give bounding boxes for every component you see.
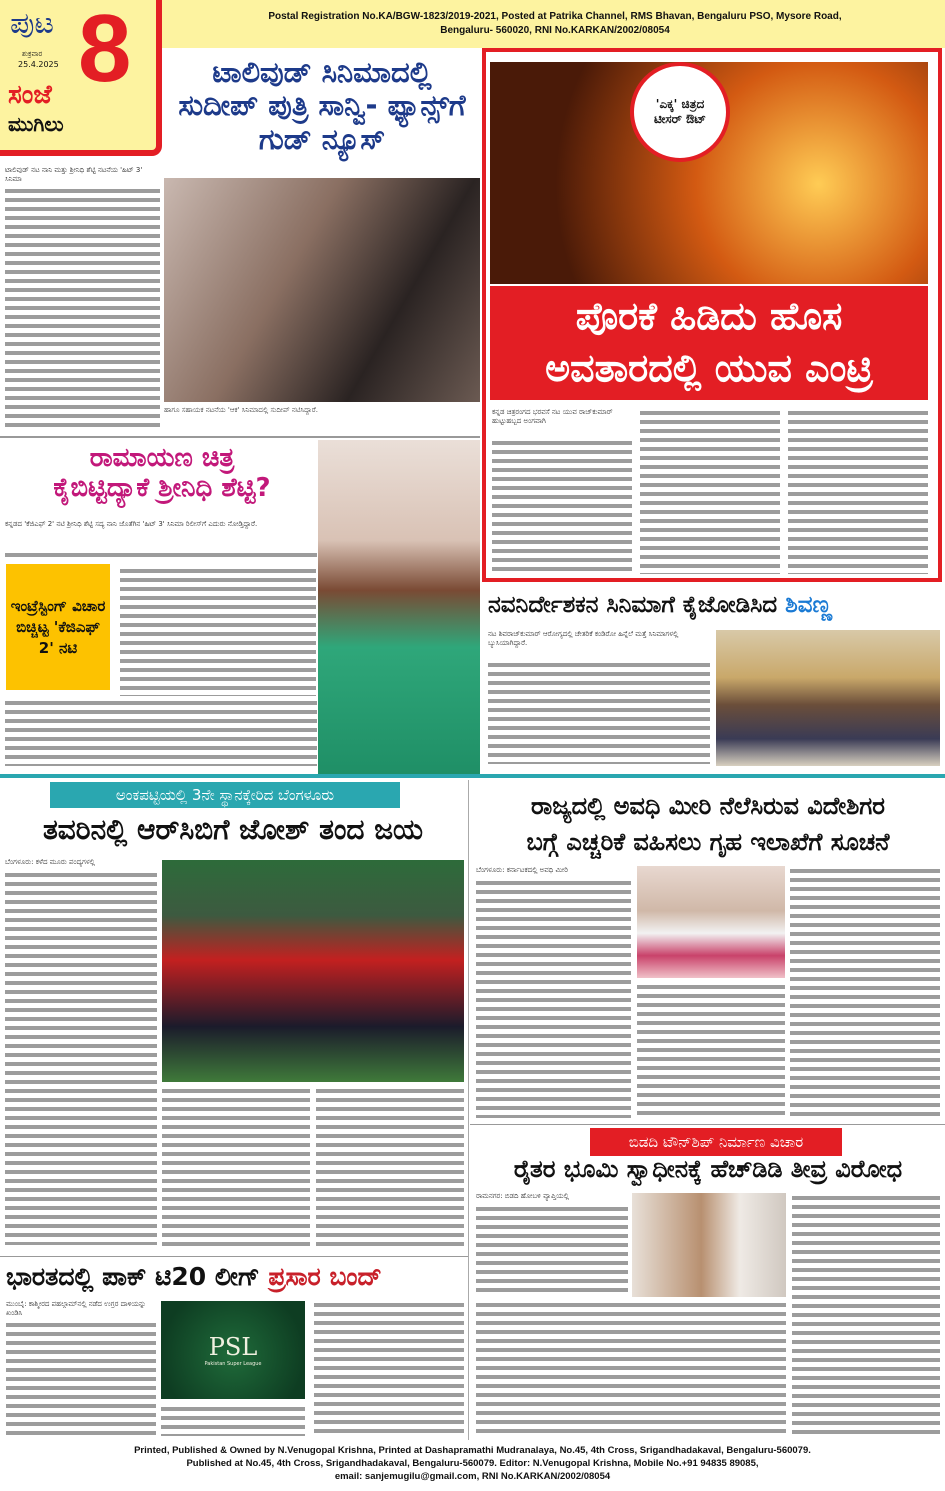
srinidhi-body-top bbox=[5, 550, 317, 562]
shivanna-photo bbox=[716, 630, 940, 766]
psl-headline-accent: ಪ್ರಸಾರ ಬಂದ್ bbox=[268, 1262, 382, 1291]
srinidhi-headline-1: ರಾಮಾಯಣ ಚಿತ್ರ bbox=[89, 443, 235, 473]
rcb-body-3 bbox=[316, 1086, 464, 1246]
issue-day: ಶುಕ್ರವಾರ bbox=[22, 50, 43, 58]
divider bbox=[0, 436, 480, 438]
headline-sudeep: ಟಾಲಿವುಡ್ ಸಿನಿಮಾದಲ್ಲಿ ಸುದೀಪ್ ಪುತ್ರಿ ಸಾನ್ವಿ- ಫ್ಯಾನ್ಸ್‌ಗೆ ಗುಡ್ ನ್ಯೂಸ್ bbox=[178, 55, 466, 156]
masthead-title-2: ಮುಗಿಲು bbox=[8, 112, 64, 136]
rcb-photo bbox=[162, 860, 464, 1082]
bidadi-lead: ರಾಮನಗರ: ಬಿಡದಿ ಹೋಬಳಿ ವ್ಯಾಪ್ತಿಯಲ್ಲಿ bbox=[476, 1192, 628, 1202]
shivanna-headline-accent: ಶಿವಣ್ಣ bbox=[785, 592, 833, 618]
psl-logo-text: PSL bbox=[208, 1333, 258, 1361]
ekka-body-2 bbox=[640, 408, 780, 574]
psl-caption bbox=[161, 1404, 305, 1436]
postal-line-1: Postal Registration No.KA/BGW-1823/2019-2021, Posted at Patrika Channel, RMS Bhavan, Bengaluru PSO, Mysore Road, bbox=[268, 11, 842, 22]
srinidhi-body-bottom bbox=[5, 698, 317, 766]
headline-bidadi: ರೈತರ ಭೂಮಿ ಸ್ವಾಧೀನಕ್ಕೆ ಹೆಚ್‌ಡಿಡಿ ತೀವ್ರ ವಿರೋಧ bbox=[513, 1155, 903, 1183]
issue-date: 25.4.2025 bbox=[18, 60, 59, 69]
srinidhi-body bbox=[120, 566, 316, 696]
visa-body-2 bbox=[637, 982, 785, 1118]
bidadi-body-2 bbox=[476, 1300, 786, 1436]
psl-body-1 bbox=[6, 1320, 156, 1436]
bidadi-kicker: ಬಿಡದಿ ಟೌನ್‌ಶಿಪ್ ನಿರ್ಮಾಣ ವಿಚಾರ bbox=[590, 1128, 842, 1156]
headline-srinidhi bbox=[4, 444, 320, 504]
postal-info bbox=[170, 10, 940, 38]
ekka-headline-2: ಅವತಾರದಲ್ಲಿ ಯುವ ಎಂಟ್ರಿ bbox=[545, 346, 873, 390]
footer-imprint bbox=[0, 1444, 945, 1483]
srinidhi-highlight-box bbox=[6, 564, 110, 690]
psl-logo-subtitle: Pakistan Super League bbox=[204, 1361, 262, 1367]
psl-logo-image bbox=[161, 1301, 305, 1399]
masthead-title-1: ಸಂಜೆ bbox=[8, 80, 52, 110]
ekka-badge bbox=[630, 62, 730, 162]
visa-headline-1: ರಾಜ್ಯದಲ್ಲಿ ಅವಧಿ ಮೀರಿ ನೆಲೆಸಿರುವ ವಿದೇಶಿಗರ bbox=[531, 792, 885, 820]
visa-photo bbox=[637, 866, 785, 978]
footer-line-1: Printed, Published & Owned by N.Venugopal Krishna, Printed at Dashapramathi Mudranalaya, No.45, 4th Cross, Srigandhadakaval, Bengaluru-560079. bbox=[134, 1445, 811, 1456]
teal-divider bbox=[0, 774, 945, 778]
visa-body-1 bbox=[476, 878, 631, 1118]
divider-bidadi bbox=[470, 1124, 945, 1125]
divider-psl bbox=[0, 1256, 468, 1257]
column-divider bbox=[468, 780, 469, 1440]
visa-lead: ಬೆಂಗಳೂರು: ಕರ್ನಾಟಕದಲ್ಲಿ ಅವಧಿ ಮೀರಿ bbox=[476, 866, 631, 876]
srinidhi-headline-2: ಕೈಬಿಟ್ಟಿದ್ಯಾಕೆ ಶ್ರೀನಿಧಿ ಶೆಟ್ಟಿ? bbox=[53, 472, 271, 503]
rcb-body-1 bbox=[5, 870, 157, 1245]
rcb-body-2 bbox=[162, 1086, 310, 1246]
shivanna-body bbox=[488, 660, 710, 764]
postal-line-2: Bengaluru- 560020, RNI No.KARKAN/2002/08054 bbox=[440, 25, 670, 36]
shivanna-lead: ನಟ ಶಿವರಾಜ್‌ಕುಮಾರ್ ಆರೋಗ್ಯದಲ್ಲಿ ಚೇತರಿಕೆ ಕಂಡಿರೋ ಹಿನ್ನೆಲೆ ಮತ್ತೆ ಸಿನಿಮಾಗಳಲ್ಲಿ ಬ್ಯುಸಿಯಾಗಿದ್ದಾರೆ. bbox=[488, 630, 710, 658]
srinidhi-lead: ಕನ್ನಡದ 'ಕೆಜಿಎಫ್ 2' ನಟಿ ಶ್ರೀನಿಧಿ ಶೆಟ್ಟಿ ಸದ್ಯ ನಾನಿ ಜೊತೆಗಿನ 'ಹಿಟ್ 3' ಸಿನಿಮಾ ರಿಲೀಸ್‌ಗೆ ಎದುರು ನೋಡ್ತಿದ್ದಾರೆ. bbox=[5, 520, 317, 548]
visa-body-3 bbox=[790, 866, 940, 1118]
footer-line-2: Published at No.45, 4th Cross, Srigandhadakaval, Bengaluru-560079. Editor: N.Venugopal Krishna, Mobile No.+91 94835 89085, bbox=[186, 1458, 759, 1469]
headline-shivanna bbox=[488, 592, 943, 618]
ekka-body-1 bbox=[492, 438, 632, 574]
page-number: 8 bbox=[78, 0, 132, 102]
bidadi-photo bbox=[632, 1193, 786, 1297]
ekka-lead: ಕನ್ನಡ ಚಿತ್ರರಂಗದ ಭರವಸೆ ನಟ ಯುವ ರಾಜ್‌ಕುಮಾರ್ ಹುಟ್ಟುಹಬ್ಬದ ಅಂಗವಾಗಿ bbox=[492, 408, 632, 436]
sudeep-lead: ಟಾಲಿವುಡ್ ನಟ ನಾನಿ ಮತ್ತು ಶ್ರೀನಿಧಿ ಶೆಟ್ಟಿ ನಟನೆಯ 'ಹಿಟ್ 3' ಸಿನಿಮಾ bbox=[5, 166, 160, 184]
page-word: ಪುಟ bbox=[10, 6, 55, 41]
headline-visa bbox=[472, 788, 944, 860]
footer-line-3: email: sanjemugilu@gmail.com, RNI No.KARKAN/2002/08054 bbox=[334, 1471, 611, 1482]
rcb-kicker: ಅಂಕಪಟ್ಟಿಯಲ್ಲಿ 3ನೇ ಸ್ಥಾನಕ್ಕೇರಿದ ಬೆಂಗಳೂರು bbox=[50, 782, 400, 808]
ekka-headline-1: ಪೊರಕೆ ಹಿಡಿದು ಹೊಸ bbox=[575, 294, 843, 338]
psl-headline: ಭಾರತದಲ್ಲಿ ಪಾಕ್ ಟಿ20 ಲೀಗ್ bbox=[6, 1262, 260, 1291]
sudeep-body bbox=[5, 186, 160, 430]
srinidhi-photo bbox=[318, 440, 480, 774]
bidadi-body-3 bbox=[792, 1193, 940, 1436]
visa-headline-2: ಬಗ್ಗೆ ಎಚ್ಚರಿಕೆ ವಹಿಸಲು ಗೃಹ ಇಲಾಖೆಗೆ ಸೂಚನೆ bbox=[526, 828, 890, 856]
headline-psl bbox=[6, 1262, 468, 1292]
ekka-headline-banner bbox=[490, 286, 928, 400]
bidadi-body-1 bbox=[476, 1204, 628, 1294]
ekka-badge-text: 'ಎಕ್ಕ' ಚಿತ್ರದ ಟೀಸರ್ ಔಟ್ bbox=[653, 97, 706, 126]
ekka-body-3 bbox=[788, 408, 928, 574]
psl-body-2 bbox=[314, 1300, 464, 1436]
psl-lead: ಮುಂಬೈ: ಕಾಶ್ಮೀರದ ಪಹಲ್ಗಾಮ್‌ನಲ್ಲಿ ನಡೆದ ಉಗ್ರರ ದಾಳಿಯನ್ನು ಖಂಡಿಸಿ bbox=[6, 1300, 156, 1318]
sudeep-photo bbox=[164, 178, 480, 402]
shivanna-headline: ನವನಿರ್ದೇಶಕನ ಸಿನಿಮಾಗೆ ಕೈಜೋಡಿಸಿದ bbox=[488, 592, 778, 618]
srinidhi-box-text: ಇಂಟ್ರೆಸ್ಟಿಂಗ್ ವಿಚಾರ ಬಿಚ್ಚಿಟ್ಟ 'ಕೆಜಿಎಫ್ 2' ನಟಿ bbox=[10, 596, 106, 657]
rcb-lead: ಬೆಂಗಳೂರು: ಕಳೆದ ಮೂರು ಪಂದ್ಯಗಳಲ್ಲಿ bbox=[5, 858, 157, 868]
headline-rcb: ತವರಿನಲ್ಲಿ ಆರ್‌ಸಿಬಿಗೆ ಜೋಶ್ ತಂದ ಜಯ bbox=[42, 813, 424, 846]
sudeep-caption: ಹಾಗೂ ಸಹಾಯಕ ನಟನೆಯ 'ಆಕ' ಸಿನಿಮಾದಲ್ಲಿ ಸುದೀಪ್ ನಟಿಸಿದ್ದಾರೆ. bbox=[164, 406, 480, 428]
